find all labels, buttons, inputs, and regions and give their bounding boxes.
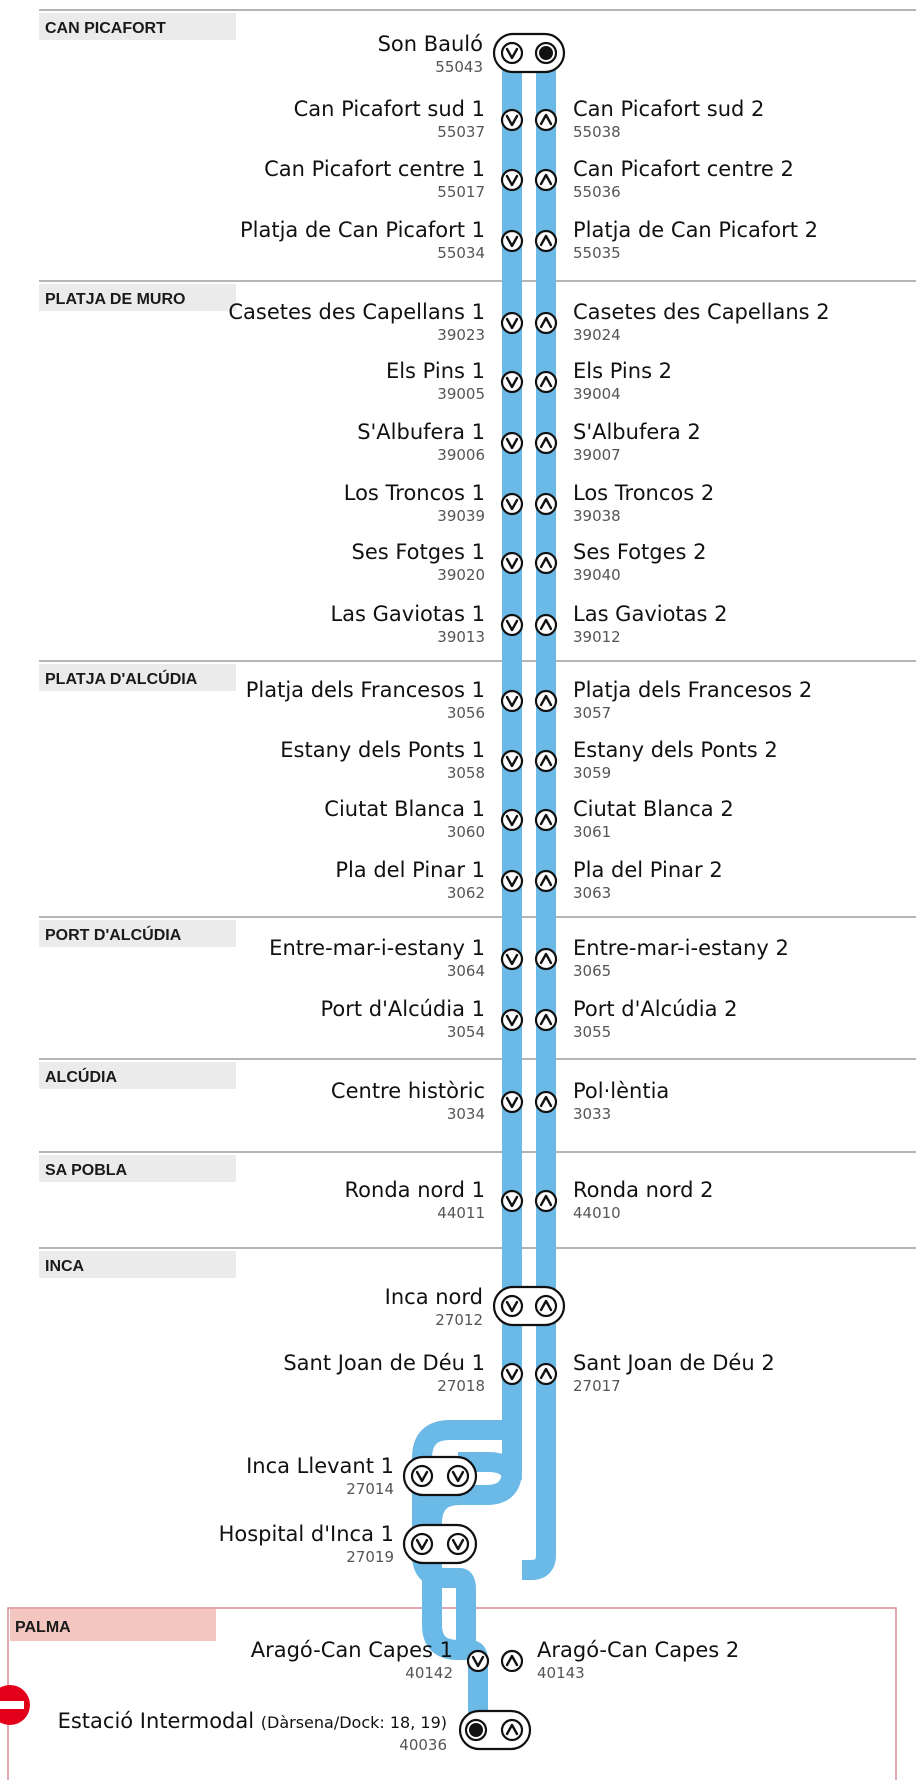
stop-name-right: Platja de Can Picafort 2	[573, 218, 819, 242]
zone-label-platja-de-muro: PLATJA DE MURO	[45, 291, 186, 308]
stop	[494, 34, 564, 72]
stop-name-left: Aragó-Can Capes 1	[250, 1638, 453, 1662]
up-arrow-icon	[536, 691, 556, 711]
stop-code-left: 39013	[437, 628, 485, 646]
up-arrow-icon	[536, 110, 556, 130]
stop-name-right: Els Pins 2	[573, 359, 673, 383]
stop-code-left: 39006	[437, 446, 485, 464]
stop	[502, 372, 556, 392]
stop-code-right: 39024	[573, 326, 621, 344]
stop-code-right: 3065	[573, 962, 612, 980]
stop-name-left: Inca nord	[384, 1285, 483, 1309]
up-arrow-icon	[536, 1191, 556, 1211]
stop-code-left: 3054	[446, 1023, 485, 1041]
stop-name-left: Entre-mar-i-estany 1	[269, 936, 485, 960]
up-arrow-icon	[536, 615, 556, 635]
stop-code-left: 3034	[446, 1105, 485, 1123]
stop	[502, 615, 556, 635]
down-arrow-icon	[502, 553, 522, 573]
zone-label-can-picafort: CAN PICAFORT	[45, 20, 166, 37]
down-arrow-icon	[448, 1534, 468, 1554]
down-arrow-icon	[468, 1651, 488, 1671]
stop	[502, 313, 556, 333]
stop-code-left: 44011	[437, 1204, 485, 1222]
up-arrow-icon	[502, 1651, 522, 1671]
stop	[468, 1651, 522, 1671]
stop-name-left: Sant Joan de Déu 1	[283, 1351, 485, 1375]
stop-name-right: Port d'Alcúdia 2	[573, 997, 738, 1021]
zone-label-sa-pobla: SA POBLA	[45, 1162, 128, 1179]
stop-code-right: 27017	[573, 1377, 621, 1395]
stop-code-right: 39012	[573, 628, 621, 646]
up-arrow-icon	[536, 372, 556, 392]
stop-code-left: 40142	[405, 1664, 453, 1682]
stop-code-left: 39023	[437, 326, 485, 344]
stop-name-right: Estany dels Ponts 2	[573, 738, 778, 762]
up-arrow-icon	[536, 871, 556, 891]
zone-label-alcudia: ALCÚDIA	[45, 1069, 117, 1086]
terminus-dot-icon	[466, 1720, 486, 1740]
terminus-dot-icon	[536, 43, 556, 63]
stop	[494, 1287, 564, 1325]
stop	[502, 751, 556, 771]
stop-code-left: 40036	[399, 1736, 447, 1754]
stop-name-left: Ciutat Blanca 1	[324, 797, 485, 821]
stop	[502, 110, 556, 130]
stop	[502, 691, 556, 711]
down-arrow-icon	[502, 1191, 522, 1211]
stop-code-right: 3061	[573, 823, 612, 841]
zone-label-platja-dalcudia: PLATJA D'ALCÚDIA	[45, 671, 198, 688]
stop-code-right: 39038	[573, 507, 621, 525]
stop-code-right: 44010	[573, 1204, 621, 1222]
stop-name-right: Ciutat Blanca 2	[573, 797, 734, 821]
zone-labels	[15, 20, 198, 1636]
stop-code-left: 55034	[437, 244, 485, 262]
stop	[502, 1092, 556, 1112]
stop	[502, 553, 556, 573]
stop-name-left: Els Pins 1	[385, 359, 485, 383]
up-arrow-icon	[536, 810, 556, 830]
stop-name-right: Los Troncos 2	[573, 481, 715, 505]
down-arrow-icon	[502, 372, 522, 392]
up-arrow-icon	[536, 313, 556, 333]
stop	[502, 810, 556, 830]
down-arrow-icon	[502, 751, 522, 771]
stop-name-right: Ronda nord 2	[573, 1178, 714, 1202]
stop-code-right: 39007	[573, 446, 621, 464]
stop-name-left: Can Picafort sud 1	[293, 97, 485, 121]
down-arrow-icon	[412, 1534, 432, 1554]
stop-name-left: Platja dels Francesos 1	[245, 678, 485, 702]
stop-name-left: Los Troncos 1	[343, 481, 485, 505]
stop-name-right: Can Picafort sud 2	[573, 97, 765, 121]
down-arrow-icon	[502, 313, 522, 333]
stop-code-right: 3057	[573, 704, 612, 722]
stop-code-left: 3058	[446, 764, 485, 782]
stop	[502, 170, 556, 190]
stop-name-left: Hospital d'Inca 1	[218, 1522, 394, 1546]
stop-name-left: S'Albufera 1	[357, 420, 485, 444]
stop-code-right: 3063	[573, 884, 612, 902]
down-arrow-icon	[502, 433, 522, 453]
stop-code-left: 55043	[435, 58, 483, 76]
stop-code-left: 39039	[437, 507, 485, 525]
stop-name-left: Las Gaviotas 1	[330, 602, 485, 626]
stop-name-left: Platja de Can Picafort 1	[239, 218, 485, 242]
up-arrow-icon	[536, 949, 556, 969]
stop-code-right: 3059	[573, 764, 612, 782]
stop-name-left: Can Picafort centre 1	[264, 157, 485, 181]
up-arrow-icon	[536, 433, 556, 453]
stop-name-left: Estació Intermodal (Dàrsena/Dock: 18, 19)	[57, 1709, 447, 1733]
stop	[502, 494, 556, 514]
stop-name-right: Pla del Pinar 2	[573, 858, 723, 882]
stop-name-left: Port d'Alcúdia 1	[320, 997, 485, 1021]
stop-name-right: Ses Fotges 2	[573, 540, 707, 564]
zone-label-port-dalcudia: PORT D'ALCÚDIA	[45, 927, 182, 944]
down-arrow-icon	[502, 691, 522, 711]
stop-name-right: Pol·lèntia	[573, 1079, 670, 1103]
down-arrow-icon	[502, 1092, 522, 1112]
stop-code-left: 3064	[446, 962, 485, 980]
down-arrow-icon	[448, 1466, 468, 1486]
up-arrow-icon	[536, 553, 556, 573]
down-arrow-icon	[502, 231, 522, 251]
stop-code-left: 3062	[446, 884, 485, 902]
stop	[460, 1711, 530, 1749]
stop	[502, 949, 556, 969]
down-arrow-icon	[502, 1296, 522, 1316]
stop-code-left: 55037	[437, 123, 485, 141]
zone-label-palma: PALMA	[15, 1619, 71, 1636]
down-arrow-icon	[502, 1364, 522, 1384]
stop-name-left: Ses Fotges 1	[351, 540, 485, 564]
stop-code-left: 27014	[346, 1480, 394, 1498]
stop-name-right: Las Gaviotas 2	[573, 602, 728, 626]
stop-code-right: 3055	[573, 1023, 612, 1041]
zone-label-bgs	[10, 13, 236, 1641]
stop-code-right: 55036	[573, 183, 621, 201]
no-entry-icon	[0, 1685, 30, 1725]
down-arrow-icon	[502, 43, 522, 63]
stop-code-left: 39005	[437, 385, 485, 403]
down-arrow-icon	[412, 1466, 432, 1486]
stop	[502, 1010, 556, 1030]
down-arrow-icon	[502, 810, 522, 830]
stop-code-left: 55017	[437, 183, 485, 201]
stop-name-left: Pla del Pinar 1	[335, 858, 485, 882]
stop-code-left: 3060	[446, 823, 485, 841]
stop-name-left: Casetes des Capellans 1	[228, 300, 485, 324]
stop-name-right: Can Picafort centre 2	[573, 157, 794, 181]
stop-code-right: 55038	[573, 123, 621, 141]
stop-code-right: 55035	[573, 244, 621, 262]
up-arrow-icon	[536, 1364, 556, 1384]
stop-code-right: 3033	[573, 1105, 612, 1123]
stop-code-left: 39020	[437, 566, 485, 584]
stop	[502, 433, 556, 453]
down-arrow-icon	[502, 871, 522, 891]
up-arrow-icon	[536, 1092, 556, 1112]
stop	[502, 1191, 556, 1211]
down-arrow-icon	[502, 615, 522, 635]
stop-code-left: 27018	[437, 1377, 485, 1395]
down-arrow-icon	[502, 1010, 522, 1030]
stop-code-left: 27012	[435, 1311, 483, 1329]
stop-name-left: Ronda nord 1	[344, 1178, 485, 1202]
stop-code-right: 39004	[573, 385, 621, 403]
stop-name-left: Centre històric	[330, 1079, 485, 1103]
stop	[404, 1525, 476, 1563]
stop-name-left: Son Bauló	[377, 32, 483, 56]
stop-name-left: Estany dels Ponts 1	[280, 738, 485, 762]
stop-code-right: 40143	[537, 1664, 585, 1682]
stop	[502, 1364, 556, 1384]
up-arrow-icon	[536, 1010, 556, 1030]
up-arrow-icon	[536, 1296, 556, 1316]
down-arrow-icon	[502, 170, 522, 190]
stop-name-right: S'Albufera 2	[573, 420, 701, 444]
down-arrow-icon	[502, 110, 522, 130]
up-arrow-icon	[536, 231, 556, 251]
zone-label-inca: INCA	[45, 1258, 85, 1275]
stop-name-right: Aragó-Can Capes 2	[537, 1638, 740, 1662]
stop-name-right: Platja dels Francesos 2	[573, 678, 813, 702]
stop	[404, 1457, 476, 1495]
stop-code-right: 39040	[573, 566, 621, 584]
stop	[502, 871, 556, 891]
up-arrow-icon	[502, 1720, 522, 1740]
up-arrow-icon	[536, 494, 556, 514]
stop-name-right: Sant Joan de Déu 2	[573, 1351, 775, 1375]
stop-name-right: Casetes des Capellans 2	[573, 300, 830, 324]
down-arrow-icon	[502, 494, 522, 514]
up-arrow-icon	[536, 751, 556, 771]
down-arrow-icon	[502, 949, 522, 969]
stop-name-right: Entre-mar-i-estany 2	[573, 936, 789, 960]
stop-code-left: 27019	[346, 1548, 394, 1566]
stop-name-left: Inca Llevant 1	[246, 1454, 394, 1478]
stop-code-left: 3056	[446, 704, 485, 722]
up-arrow-icon	[536, 170, 556, 190]
stop	[502, 231, 556, 251]
